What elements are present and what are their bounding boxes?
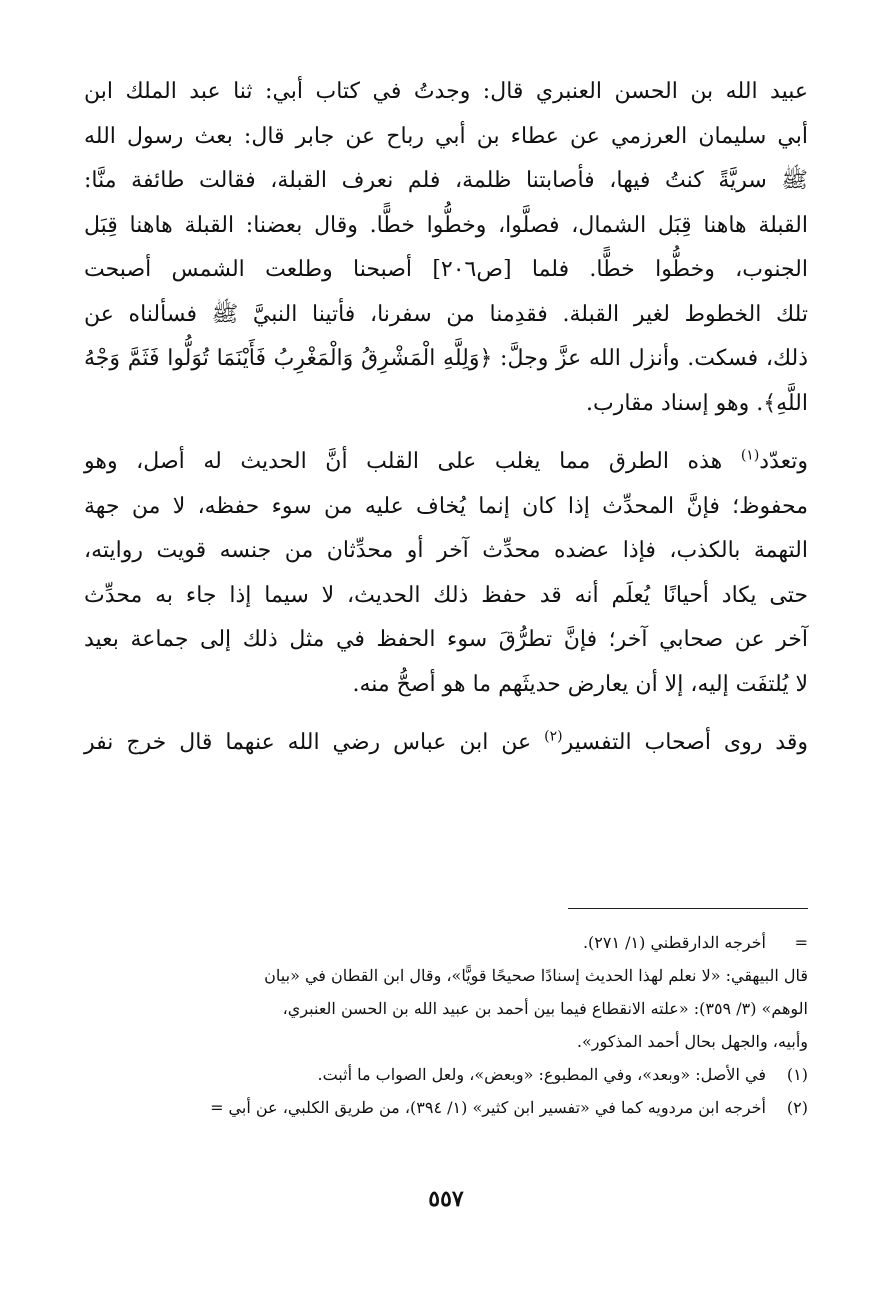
footnote-line: قال البيهقي: «لا نعلم لهذا الحديث إسنادًا صحيحًا قويًّا»، وقال ابن القطان في «بيان	[264, 966, 808, 985]
main-text	[84, 70, 808, 766]
footnote-line: وأبيه، والجهل بحال أحمد المذكور».	[576, 1032, 808, 1051]
para1-line: القبلة هاهنا قِبَل الشمال، فصلَّوا، وخطُّوا خطًّا. وقال بعضنا: القبلة هاهنا قِبَل	[84, 212, 808, 238]
footnote-number: (١)	[786, 1065, 808, 1084]
footnote-ref-1: (١)	[740, 447, 760, 464]
para1-line: الجنوب، وخطُّوا خطًّا. فلما [ص٢٠٦] أصبحنا وطلعت الشمس أصبحت	[84, 257, 808, 282]
footnote-2	[80, 1091, 808, 1124]
para2-line: حتى يكاد أحيانًا يُعلَم أنه قد حفظ ذلك الحديث، لا سيما إذا جاء به محدِّث	[84, 582, 808, 608]
para3-cont: عن ابن عباس رضي الله عنهما قال خرج نفر	[84, 730, 545, 755]
footnote-line: الوهم» (٣/ ٣٥٩): «علته الانقطاع فيما بين أحمد بن عبيد الله بن الحسن العنبري،	[282, 999, 808, 1018]
para1-line: ذلك، فسكت. وأنزل الله عزَّ وجلَّ: ﴿وَلِلَّهِ الْمَشْرِقُ وَالْمَغْرِبُ فَأَيْنَمَا تُوَلُّوا فَثَمَّ وَجْهُ	[84, 346, 808, 371]
para1-line: أبي سليمان العرزمي عن عطاء بن أبي رباح عن جابر قال: بعث رسول الله	[84, 123, 808, 149]
para2-cont: هذه الطرق مما يغلب على القلب أنَّ الحديث له أصل، وهو	[84, 449, 741, 474]
para2-line	[84, 440, 808, 485]
para1-line: اللَّهِ﴾. وهو إسناد مقارب.	[586, 390, 808, 416]
para2-line: آخر عن صحابي آخر؛ فإنَّ تطرُّقَ سوء الحفظ في مثل ذلك إلى جماعة بعيد	[84, 627, 808, 652]
para2-line: لا يُلتفَت إليه، إلا أن يعارض حديثَهم ما هو أصحُّ منه.	[352, 671, 808, 697]
footnote-text: أخرجه ابن مردويه كما في «تفسير ابن كثير» (١/ ٣٩٤)، من طريق الكلبي، عن أبي =	[210, 1098, 766, 1117]
footnote-text: أخرجه الدارقطني (١/ ٢٧١).	[582, 933, 766, 952]
footnote-text: في الأصل: «وبعد»، وفي المطبوع: «وبعض»، ولعل الصواب ما أثبت.	[317, 1065, 766, 1084]
para1-line: ﷺ سريَّةً كنتُ فيها، فأصابتنا ظلمة، فلم نعرف القبلة، فقالت طائفة منَّا:	[84, 168, 808, 193]
para3-line	[84, 721, 808, 766]
page-number: ٥٥٧	[428, 1186, 464, 1212]
para2-line: التهمة بالكذب، فإذا عضده محدِّث آخر أو محدِّثان من جنسه قويت روايته،	[84, 538, 808, 563]
footnote-number: (٢)	[786, 1098, 808, 1117]
footnote-1	[80, 1058, 808, 1091]
para1-line: عبيد الله بن الحسن العنبري قال: وجدتُ في كتاب أبي: ثنا عبد الملك ابن	[84, 79, 808, 104]
para1-line: تلك الخطوط لغير القبلة. فقدِمنا من سفرنا، فأتينا النبيَّ ﷺ فسألناه عن	[84, 301, 808, 327]
para2-line: محفوظ؛ فإنَّ المحدِّث إذا كان إنما يُخاف عليه من سوء حفظه، لا من جهة	[84, 493, 808, 519]
footnotes	[80, 926, 808, 1124]
footnote-ref-2: (٢)	[544, 728, 563, 745]
footnote-continuation	[80, 926, 808, 959]
para3-start: وقد روى أصحاب التفسير	[562, 730, 808, 755]
continuation-mark: =	[794, 933, 808, 952]
footnote-separator	[568, 908, 808, 909]
para2-start: وتعدّد	[759, 449, 808, 474]
